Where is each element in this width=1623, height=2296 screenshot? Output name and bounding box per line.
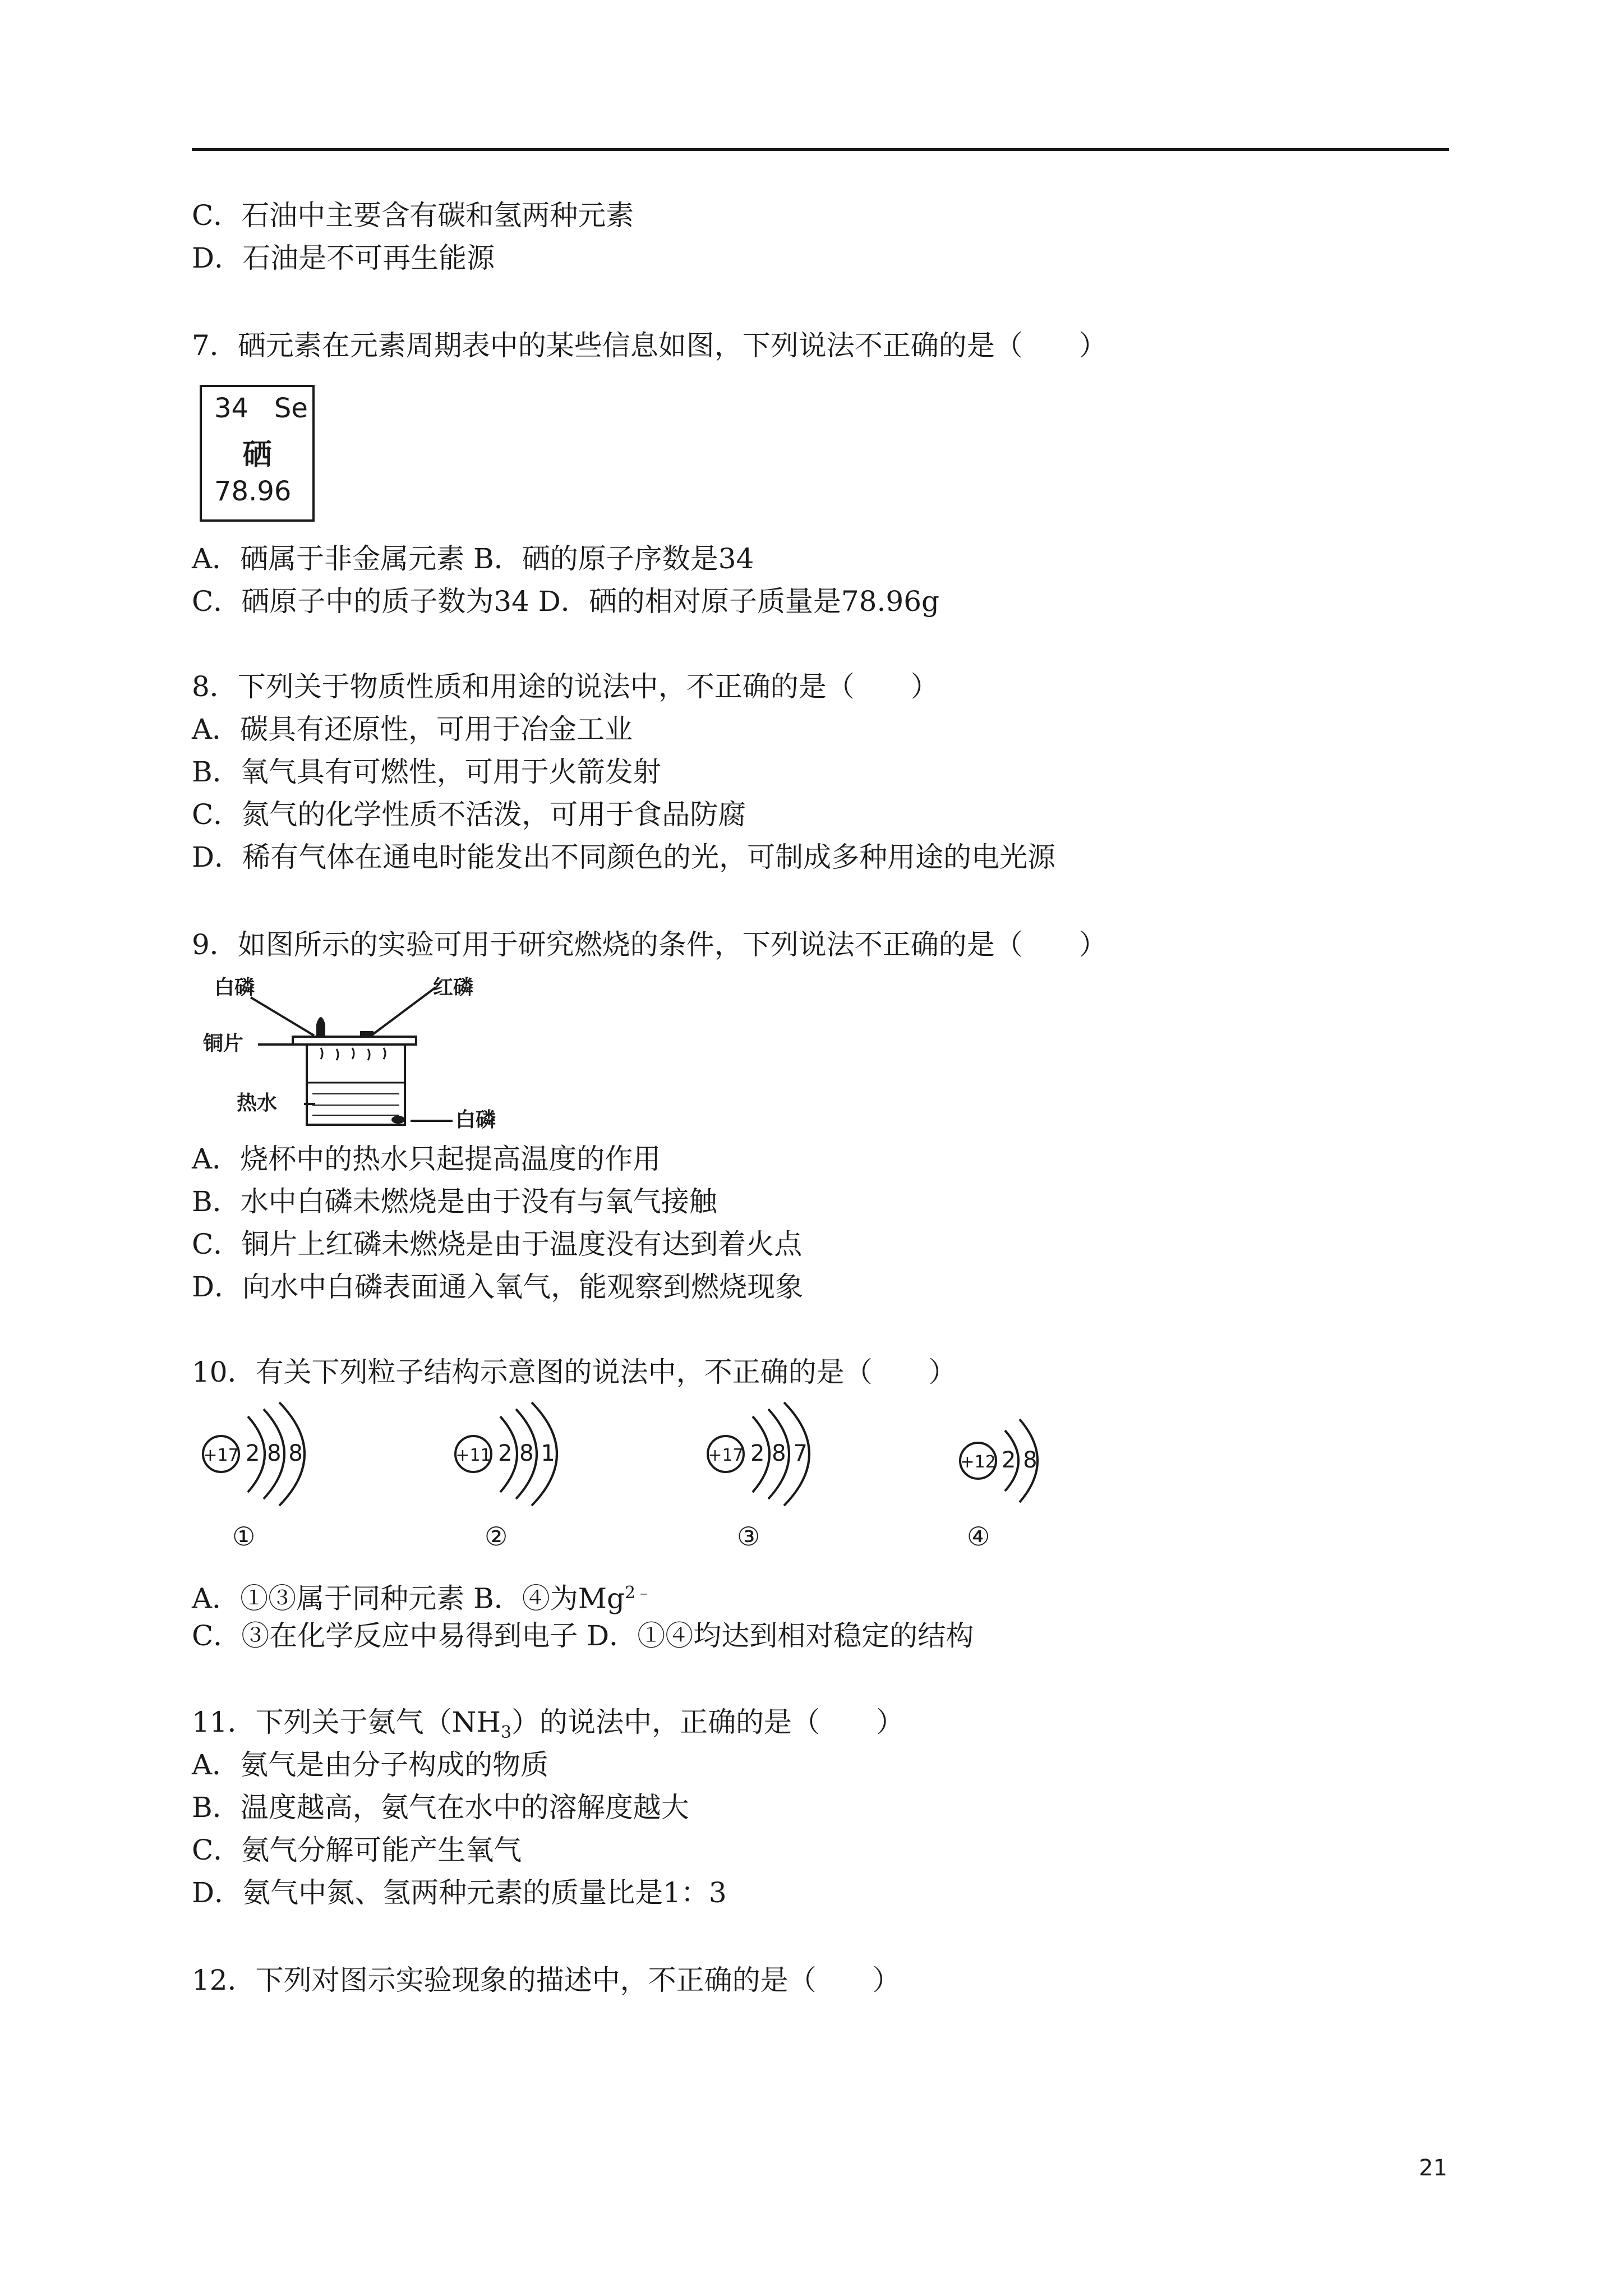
nucleus-charge: +12 [960, 1452, 996, 1472]
particle-label: ④ [967, 1521, 990, 1552]
q8-stem: 8．下列关于物质性质和用途的说法中，不正确的是（ ） [192, 670, 939, 703]
combustion-apparatus-figure [192, 965, 506, 1133]
particle-1 [203, 1402, 305, 1552]
q11-stem [192, 1705, 904, 1750]
element-symbol: Se [274, 393, 308, 424]
element-name: 硒 [242, 438, 272, 472]
steam-lines [321, 1048, 385, 1060]
q7-stem: 7．硒元素在元素周期表中的某些信息如图，下列说法不正确的是（ ） [192, 329, 1107, 362]
q9-option-a: A．烧杯中的热水只起提高温度的作用 [192, 1143, 661, 1175]
particle-label: ① [232, 1521, 256, 1552]
particle-2 [455, 1402, 557, 1552]
red-phosphorus-sample [360, 1031, 374, 1037]
q9-option-b: B．水中白磷未燃烧是由于没有与氧气接触 [192, 1185, 717, 1218]
element-mass: 78.96 [214, 476, 292, 507]
q10-stem: 10．有关下列粒子结构示意图的说法中，不正确的是（ ） [192, 1356, 957, 1388]
q7-options-cd: C．硒原子中的质子数为34 D．硒的相对原子质量是78.96g [192, 585, 940, 618]
element-card-selenium [200, 385, 315, 522]
q9-option-d: D．向水中白磷表面通入氧气，能观察到燃烧现象 [192, 1271, 804, 1303]
element-number: 34 [214, 393, 249, 424]
q10-charge-superscript: 2﹣ [624, 1583, 653, 1603]
q12-stem: 12．下列对图示实验现象的描述中，不正确的是（ ） [192, 1964, 901, 1996]
q9-stem: 9．如图所示的实验可用于研究燃烧的条件，下列说法不正确的是（ ） [192, 928, 1107, 961]
q10-options-ab [192, 1576, 652, 1616]
q11-stem-pre: 11．下列关于氨气（NH [192, 1706, 501, 1738]
label-copper-sheet: 铜片 [203, 1032, 244, 1055]
leader-red-phosphorus [371, 987, 436, 1036]
shell-electrons: 2 8 1 [498, 1441, 555, 1466]
water-hatching [312, 1094, 399, 1115]
copper-sheet [293, 1037, 416, 1045]
q8-option-a: A．碳具有还原性，可用于冶金工业 [192, 713, 633, 746]
white-phosphorus-in-water [391, 1116, 405, 1124]
nucleus-charge: +17 [203, 1446, 239, 1465]
label-white-phosphorus-bottom: 白磷 [455, 1108, 496, 1131]
leader-white-phosphorus-top [251, 997, 314, 1036]
shell-electrons: 2 8 [1002, 1447, 1038, 1473]
q8-option-b: B．氧气具有可燃性，可用于火箭发射 [192, 756, 661, 788]
q10-options-ab-text: A．①③属于同种元素 B．④为Mg [192, 1582, 625, 1615]
q8-option-c: C．氮气的化学性质不活泼，可用于食品防腐 [192, 798, 746, 831]
label-red-phosphorus: 红磷 [433, 976, 474, 999]
page-number: 21 [1419, 2155, 1447, 2181]
q8-option-d: D．稀有气体在通电时能发出不同颜色的光，可制成多种用途的电光源 [192, 841, 1056, 873]
shell-electrons: 2 8 8 [246, 1441, 303, 1466]
q11-stem-post: ）的说法中，正确的是（ ） [511, 1706, 905, 1738]
particle-3 [708, 1402, 809, 1552]
nucleus-charge: +11 [455, 1446, 491, 1465]
q11-subscript: 3 [500, 1723, 512, 1742]
element-number-symbol [214, 393, 308, 424]
header-rule [192, 148, 1449, 151]
q11-option-a: A．氨气是由分子构成的物质 [192, 1749, 549, 1781]
q11-option-d: D．氨气中氮、氢两种元素的质量比是1：3 [192, 1876, 727, 1909]
q9-option-c: C．铜片上红磷未燃烧是由于温度没有达到着火点 [192, 1228, 803, 1260]
particle-label: ② [485, 1521, 508, 1552]
particle-4 [960, 1419, 1038, 1552]
q11-option-b: B．温度越高，氨气在水中的溶解度越大 [192, 1791, 689, 1824]
q6-option-c: C．石油中主要含有碳和氢两种元素 [192, 199, 634, 232]
label-hot-water: 热水 [237, 1092, 278, 1115]
shell-electrons: 2 8 7 [750, 1441, 808, 1466]
nucleus-charge: +17 [708, 1446, 744, 1465]
particle-diagrams [192, 1391, 1067, 1559]
label-white-phosphorus-top: 白磷 [214, 976, 255, 999]
q7-options-ab: A．硒属于非金属元素 B．硒的原子序数是34 [192, 542, 754, 575]
q11-option-c: C．氨气分解可能产生氧气 [192, 1834, 522, 1866]
q6-option-d: D．石油是不可再生能源 [192, 242, 495, 274]
q10-options-cd: C．③在化学反应中易得到电子 D．①④均达到相对稳定的结构 [192, 1619, 974, 1652]
particle-label: ③ [737, 1521, 760, 1552]
flame-icon [316, 1017, 325, 1036]
